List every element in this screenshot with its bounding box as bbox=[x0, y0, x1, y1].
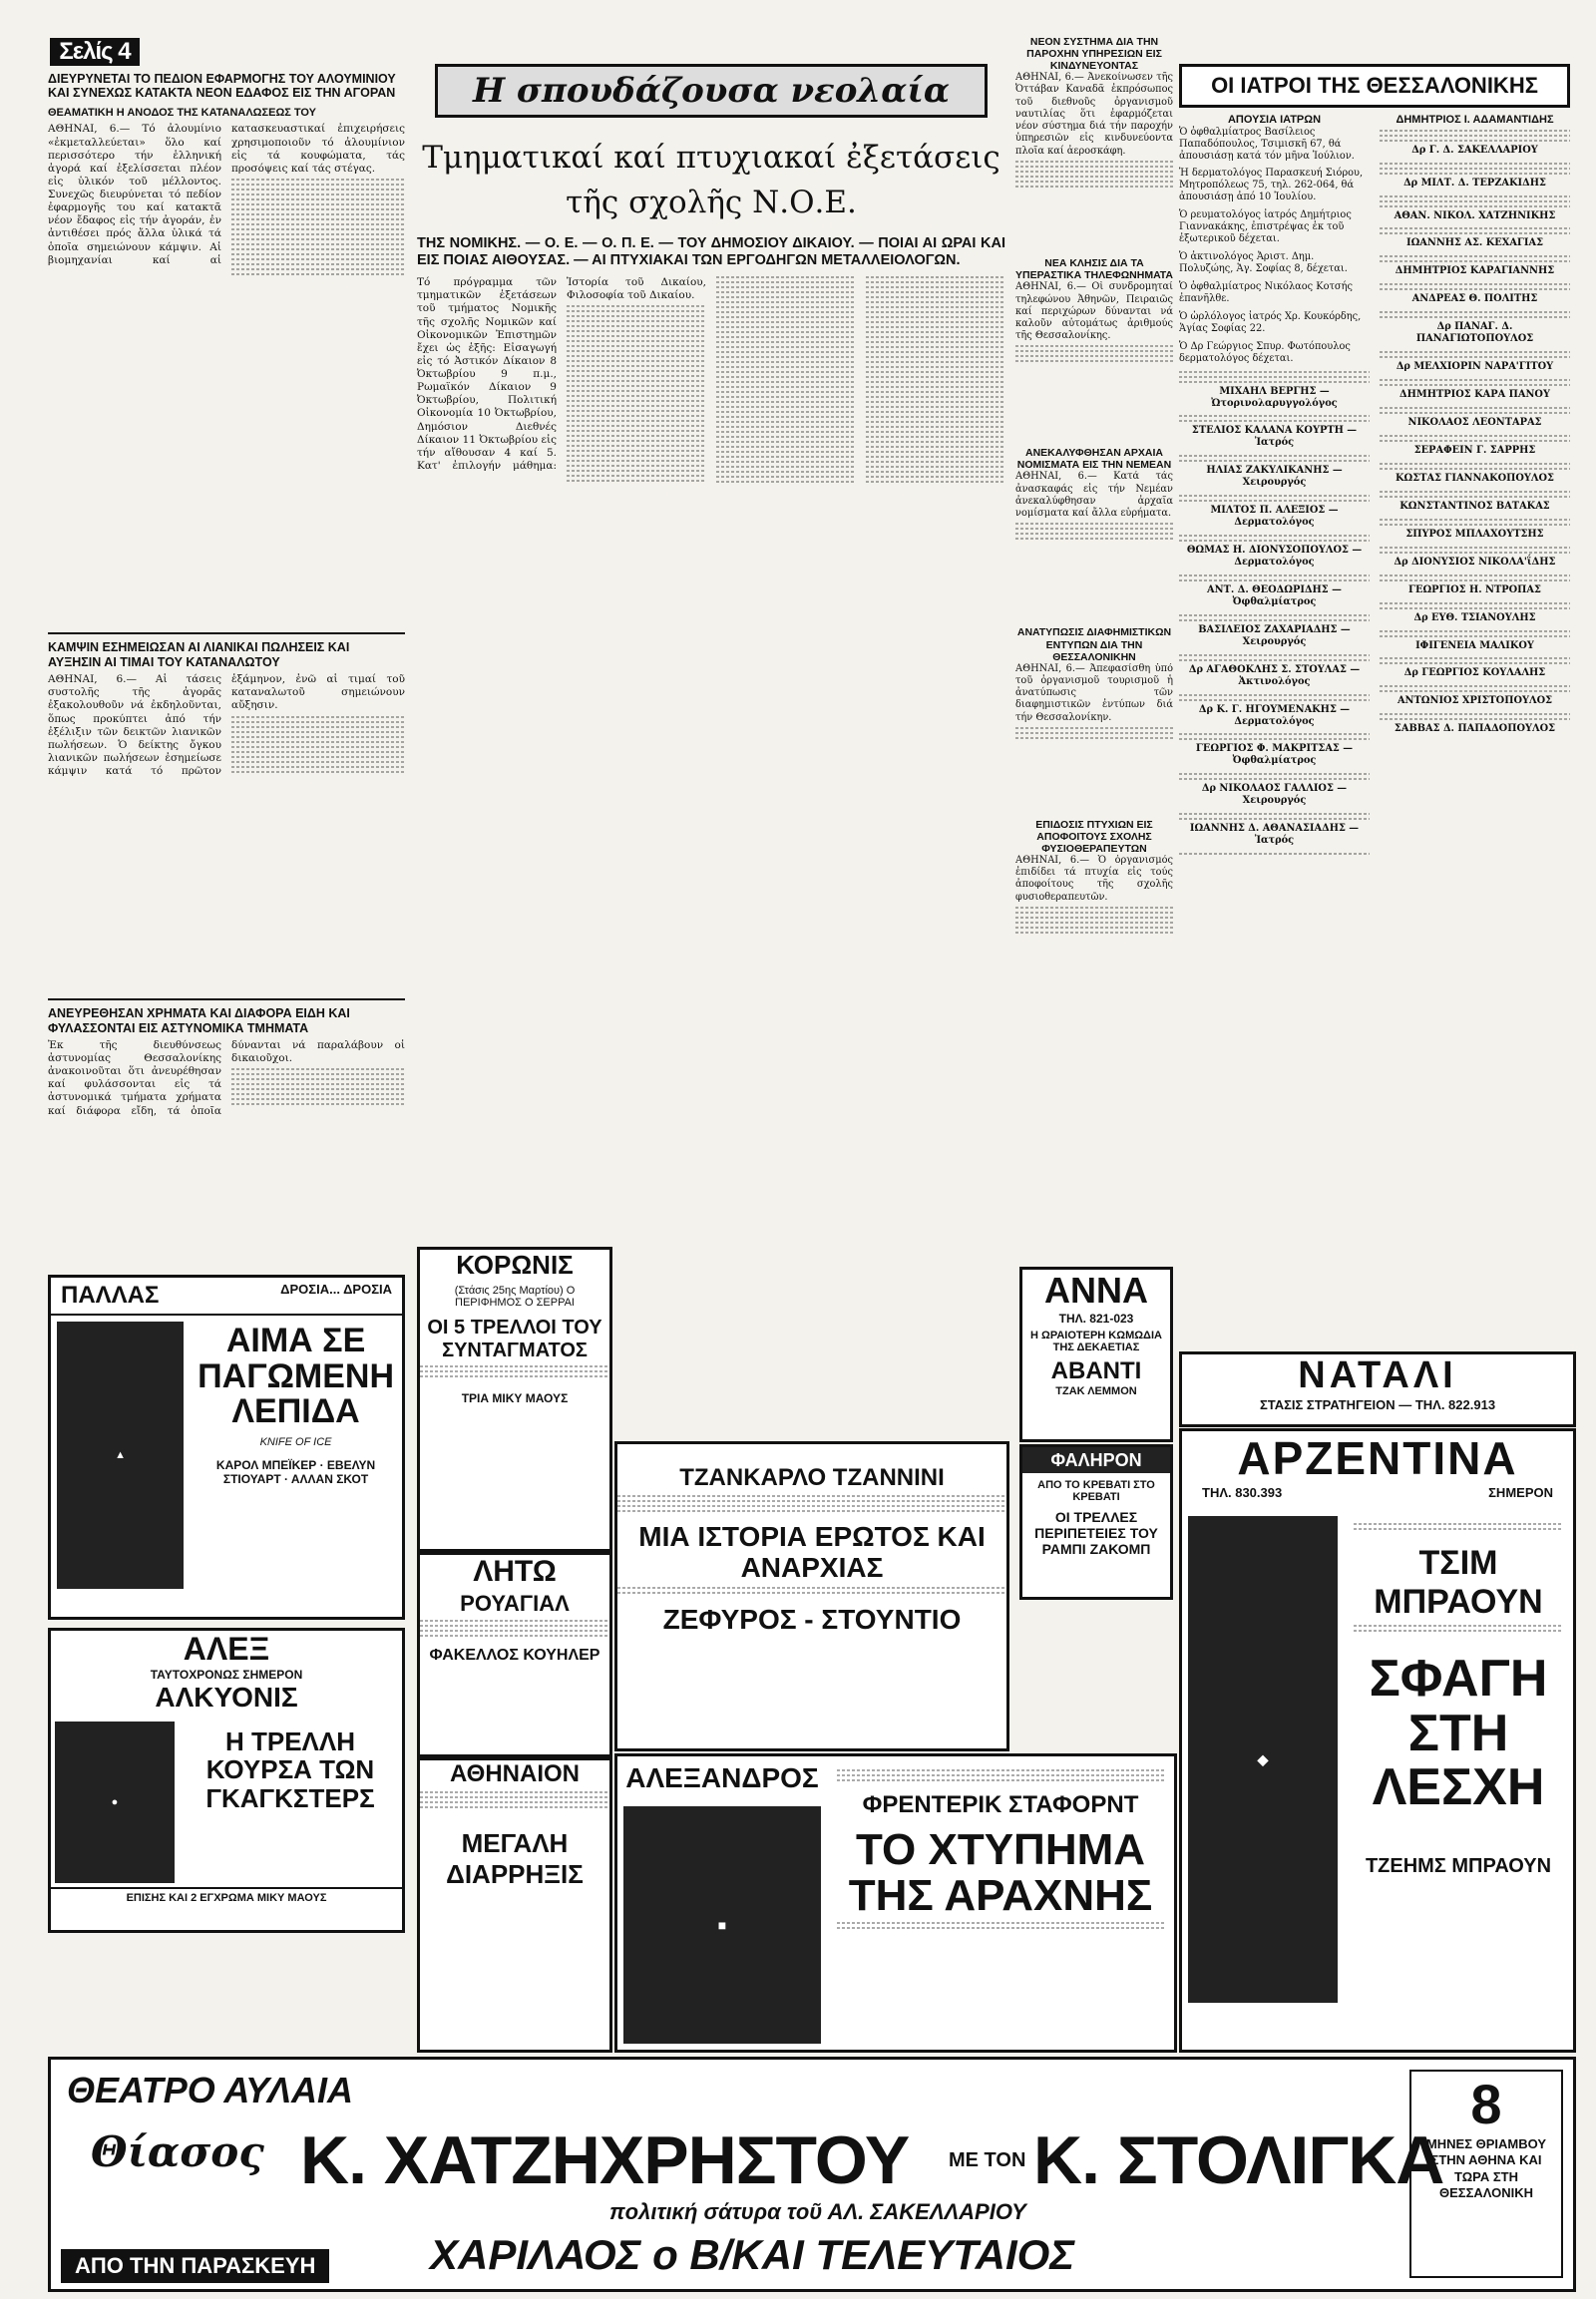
doctor-name: Δρ Γ. Δ. ΣΑΚΕΛΛΑΡΙΟΥ bbox=[1411, 144, 1538, 156]
ad-theatre-months-box bbox=[1409, 2070, 1563, 2278]
ad-alexandros-photo: ■ bbox=[623, 1806, 821, 2044]
ad-natali bbox=[1179, 1351, 1576, 1427]
ad-pallas-title: ΑΙΜΑ ΣΕ ΠΑΓΩΜΕΝΗ ΛΕΠΙΔΑ bbox=[198, 1321, 395, 1431]
ad-athinaion-name: ΑΘΗΝΑΙΟΝ bbox=[449, 1760, 581, 1787]
headline-phone: ΝΕΑ ΚΛΗΣΙΣ ΔΙΑ ΤΑ ΥΠΕΡΑΣΤΙΚΑ ΤΗΛΕΦΩΝΗΜΑΤΑ bbox=[1015, 257, 1173, 282]
doctor-entry: Ὁ Δρ Γεώργιος Σπυρ. Φωτόπουλος δερματολόγος δέχεται. bbox=[1179, 340, 1351, 364]
doctor-name: Δρ ΜΙΛΤ. Δ. ΤΕΡΖΑΚΙΔΗΣ bbox=[1403, 177, 1546, 189]
headline-rescue: ΝΕΟΝ ΣΥΣΤΗΜΑ ΔΙΑ ΤΗΝ ΠΑΡΟΧΗΝ ΥΠΗΡΕΣΙΩΝ ΕΙΣ ΚΙΝΔΥΝΕΥΟΝΤΑΣ bbox=[1026, 36, 1162, 73]
ad-pallas-tag: ΔΡΟΣΙΑ... ΔΡΟΣΙΑ bbox=[280, 1281, 392, 1297]
headline-found-items: ΑΝΕΥΡΕΘΗΣΑΝ ΧΡΗΜΑΤΑ ΚΑΙ ΔΙΑΦΟΡΑ ΕΙΔΗ ΚΑΙ ΦΥΛΑΣΣΟΝΤΑΙ ΕΙΣ ΑΣΤΥΝΟΜΙΚΑ ΤΜΗΜΑΤΑ bbox=[48, 1006, 350, 1035]
ad-alex-title: Η ΤΡΕΛΛΗ ΚΟΥΡΣΑ ΤΩΝ ΓΚΑΓΚΣΤΕΡΣ bbox=[205, 1725, 375, 1814]
ad-theatre-months: 8 bbox=[1470, 2073, 1502, 2135]
article-body: ΑΘΗΝΑΙ, 6.— Ὁ ὀργανισμός ἐπιδίδει τά πτυχία εἰς τούς ἀποφοίτους τῆς σχολῆς φυσιοθεραπευτῶν. bbox=[1015, 854, 1173, 903]
article-body: Τό πρόγραμμα τῶν τμηματικῶν ἐξετάσεων τοῦ τμήματος Νομικῆς τῆς σχολῆς Νομικῶν καί Οἰκονομικῶν Ἐπιστημῶν ἔχει ὡς ἑξῆς: Εἰσαγωγή εἰς τό Ἀστικόν Δίκαιον 8 Ὀκτωβρίου 9 π.μ., Ρωμαϊκόν Δίκαιον 9 Ὀκτωβρίου, Πολιτική Οἰκονομία 10 Ὀκτωβρίου, Δημόσιον Διεθνές Δίκαιον 11 Ὀκτωβρίου εἰς τήν αἴθουσαν 4 καί 5. Κατ' ἐπιλογήν μάθημα: Ἱστορία τοῦ Δικαίου, Φιλοσοφία τοῦ Δικαίου. bbox=[417, 276, 706, 472]
article-body: ΑΘΗΝΑΙ, 6.— Οἱ συνδρομηταί τηλεφώνου Ἀθηνῶν, Πειραιῶς καί περιχώρων δύνανται νά καλοῦν αὐτομάτως ἀριθμούς τῆς Θεσσαλονίκης. bbox=[1015, 281, 1173, 342]
doctor-name: Δρ ΑΓΑΘΟΚΛΗΣ Σ. ΣΤΟΥΛΑΣ — Ἀκτινολόγος bbox=[1188, 663, 1361, 687]
headline-aluminium: ΔΙΕΥΡΥΝΕΤΑΙ ΤΟ ΠΕΔΙΟΝ ΕΦΑΡΜΟΓΗΣ ΤΟΥ ΑΛΟΥΜΙΝΙΟΥ ΚΑΙ ΣΥΝΕΧΩΣ ΚΑΤΑΚΤΑ ΝΕΟΝ ΕΔΑΦΟΣ ΕΙΣ ΤΗΝ ΑΓΟΡΑΝ bbox=[48, 72, 396, 101]
ad-tzannini bbox=[614, 1441, 1009, 1751]
doctor-name: Δρ ΠΑΝΑΓ. Δ. ΠΑΝΑΓΙΩΤΟΠΟΥΛΟΣ bbox=[1415, 321, 1534, 345]
doctor-name: Δρ ΓΕΩΡΓΙΟΣ ΚΟΥΛΑΛΗΣ bbox=[1403, 667, 1546, 679]
headline-brochures: ΑΝΑΤΥΠΩΣΙΣ ΔΙΑΦΗΜΙΣΤΙΚΩΝ ΕΝΤΥΠΩΝ ΔΙΑ ΤΗΝ ΘΕΣΣΑΛΟΝΙΚΗΝ bbox=[1016, 626, 1172, 663]
ad-tzannini-cinema: ΖΕΦΥΡΟΣ - ΣΤΟΥΝΤΙΟ bbox=[662, 1603, 962, 1635]
column-2 bbox=[417, 64, 1005, 1241]
ad-argentina bbox=[1179, 1428, 1576, 2053]
ad-koronis bbox=[417, 1247, 612, 1552]
doctor-name: ΗΛΙΑΣ ΖΑΚΥΛΙΚΑΝΗΣ — Χειρουργός bbox=[1206, 465, 1343, 489]
doctor-name: ΣΑΒΒΑΣ Δ. ΠΑΠΑΔΟΠΟΥΛΟΣ bbox=[1394, 723, 1556, 735]
doctor-name: ΑΝΔΡΕΑΣ Θ. ΠΟΛΙΤΗΣ bbox=[1411, 293, 1538, 305]
ad-theatre-star1: Κ. ΧΑΤΖΗΧΡΗΣΤΟΥ bbox=[300, 2122, 910, 2198]
doctor-name: Δρ ΔΙΟΝΥΣΙΟΣ ΝΙΚΟΛΑ'ΐΔΗΣ bbox=[1394, 556, 1556, 568]
ad-alex-sub: ΤΑΥΤΟΧΡΟΝΩΣ ΣΗΜΕΡΟΝ bbox=[150, 1667, 303, 1682]
headline-coins: ΑΝΕΚΑΛΥΦΘΗΣΑΝ ΑΡΧΑΙΑ ΝΟΜΙΣΜΑΤΑ ΕΙΣ ΤΗΝ ΝΕΜΕΑΝ bbox=[1016, 447, 1172, 472]
ad-faliron bbox=[1019, 1444, 1173, 1600]
ad-alex bbox=[48, 1628, 405, 1933]
ad-alex-photo: ● bbox=[55, 1722, 175, 1883]
doctor-name: ΣΠΥΡΟΣ ΜΠΛΑΧΟΥΤΣΗΣ bbox=[1405, 528, 1544, 540]
ad-faliron-name: ΦΑΛΗΡΟΝ bbox=[1022, 1447, 1170, 1473]
ad-faliron-tag: ΑΠΟ ΤΟ ΚΡΕΒΑΤΙ ΣΤΟ ΚΡΕΒΑΤΙ bbox=[1037, 1479, 1155, 1503]
ad-alexandros bbox=[614, 1753, 1177, 2053]
column-4 bbox=[1179, 64, 1570, 1350]
ad-alex-foot: ΕΠΙΣΗΣ ΚΑΙ 2 ΕΓΧΡΩΜΑ ΜΙΚΥ ΜΑΟΥΣ bbox=[51, 1887, 402, 1904]
ad-tzannini-star: ΤΖΑΝΚΑΡΛΟ ΤΖΑΝΝΙΝΙ bbox=[679, 1464, 945, 1491]
doctors-left-head: ΑΠΟΥΣΙΑ ΙΑΤΡΩΝ bbox=[1227, 114, 1322, 126]
doctor-name: ΙΩΑΝΝΗΣ ΑΣ. ΚΕΧΑΓΙΑΣ bbox=[1405, 237, 1543, 249]
ad-alkyonis-name: ΑΛΚΥΟΝΙΣ bbox=[155, 1681, 298, 1713]
ad-argentina-foot: ΤΖΕΗΜΣ ΜΠΡΑΟΥΝ bbox=[1365, 1854, 1552, 1877]
ad-argentina-star: ΤΣΙΜ ΜΠΡΑΟΥΝ bbox=[1374, 1544, 1543, 1621]
doctor-name: ΣΕΡΑΦΕΙΝ Γ. ΣΑΡΡΗΣ bbox=[1413, 444, 1536, 456]
doctor-entry: Ὁ ὀφθαλμίατρος Νικόλαος Κοτσής ἐπανῆλθε. bbox=[1179, 280, 1353, 304]
ad-anna-cast: ΤΖΑΚ ΛΕΜΜΟΝ bbox=[1055, 1385, 1137, 1397]
doctor-name: ΔΗΜΗΤΡΙΟΣ ΚΑΡΑ ΠΑΝΟΥ bbox=[1399, 389, 1550, 401]
ad-argentina-name: ΑΡΖΕΝΤΙΝΑ bbox=[1237, 1432, 1518, 1484]
banner-student bbox=[435, 64, 988, 118]
doctor-name: ΝΙΚΟΛΑΟΣ ΛΕΟΝΤΑΡΑΣ bbox=[1407, 417, 1542, 429]
ad-alexandros-star: ΦΡΕΝΤΕΡΙΚ ΣΤΑΦΟΡΝΤ bbox=[862, 1791, 1139, 1818]
doctor-name: ΚΩΝΣΤΑΝΤΙΝΟΣ ΒΑΤΑΚΑΣ bbox=[1399, 500, 1550, 512]
ad-theatre-thiasos: Θίασος bbox=[91, 2127, 264, 2176]
ad-lito-film: ΦΑΚΕΛΛΟΣ ΚΟΥΗΛΕΡ bbox=[429, 1647, 600, 1664]
ad-athinaion-title: ΜΕΓΑΛΗ ΔΙΑΡΡΗΞΙΣ bbox=[446, 1828, 584, 1889]
doctor-name: ΒΑΣΙΛΕΙΟΣ ΖΑΧΑΡΙΑΔΗΣ — Χειρουργός bbox=[1198, 623, 1351, 647]
article-coins bbox=[1015, 471, 1173, 620]
doctors-left bbox=[1179, 114, 1370, 858]
ad-theatre-play: ΧΑΡΙΛΑΟΣ ο Β/ΚΑΙ ΤΕΛΕΥΤΑΙΟΣ bbox=[430, 2231, 1075, 2278]
ad-pallas-sub: KNIFE OF ICE bbox=[259, 1435, 332, 1448]
ad-athinaion bbox=[417, 1757, 612, 2053]
ad-theatre-satire: πολιτική σάτυρα τοῦ ΑΛ. ΣΑΚΕΛΛΑΡΙΟΥ bbox=[609, 2199, 1026, 2224]
ad-anna bbox=[1019, 1267, 1173, 1442]
doctor-name: ΓΕΩΡΓΙΟΣ Η. ΝΤΡΟΠΑΣ bbox=[1408, 583, 1541, 595]
ad-anna-film: ΑΒΑΝΤΙ bbox=[1050, 1357, 1142, 1384]
masthead-logo: Σελίς 4 bbox=[50, 38, 140, 66]
exam-title: Τμηματικαί καί πτυχιακαί ἐξετάσεις τῆς σχολῆς Ν.Ο.Ε. bbox=[422, 140, 1000, 220]
doctor-name: ΑΘΑΝ. ΝΙΚΟΛ. ΧΑΤΖΗΝΙΚΗΣ bbox=[1394, 209, 1556, 221]
article-diplomas bbox=[1015, 855, 1173, 1134]
doctor-name: Δρ ΕΥΘ. ΤΣΙΑΝΟΥΛΗΣ bbox=[1413, 611, 1536, 623]
banner-text: Η σπουδάζουσα νεολαία bbox=[472, 71, 951, 111]
doctors-right bbox=[1380, 114, 1570, 858]
ad-theatre-from: ΑΠΟ ΤΗΝ ΠΑΡΑΣΚΕΥΗ bbox=[61, 2249, 329, 2283]
ad-theatre-name: ΘΕΑΤΡΟ ΑΥΛΑΙΑ bbox=[67, 2070, 353, 2110]
ad-lito bbox=[417, 1552, 612, 1757]
article-brochures bbox=[1015, 663, 1173, 813]
exam-article bbox=[417, 276, 1005, 1164]
ad-lito-title: ΡΟΥΑΓΙΑΛ bbox=[460, 1591, 570, 1616]
doctor-name: Δρ ΝΙΚΟΛΑΟΣ ΓΑΛΛΙΟΣ — Χειρουργός bbox=[1201, 783, 1348, 807]
article-aluminium bbox=[48, 123, 405, 626]
column-3 bbox=[1015, 36, 1173, 1273]
ad-pallas-cast: ΚΑΡΟΛ ΜΠΕΪΚΕΡ · ΕΒΕΛΥΝ ΣΤΙΟΥΑΡΤ · ΑΛΛΑΝ ΣΚΟΤ bbox=[215, 1457, 376, 1486]
article-body: ΑΘΗΝΑΙ, 6.— Τό ἀλουμίνιο «ἐκμεταλλεύεται» ὅλο καί περισσότερο τήν ἑλληνική ἀγορά καί ἐξελίσσεται πλέον εἰς ὑλικόν τοῦ μέλλοντος. Συνεχῶς διευρύνεται τό πεδίον ἐφαρμογῆς του καί κατακτᾶ νέον ἔδαφος εἰς τήν ἀγοράν, ἐν ἀντιθέσει πρός ἄλλα ὑλικά τά ὁποῖα σημειώνουν κάμψιν. Αἱ βιομηχανίαι καί αἱ κατασκευαστικαί ἐπιχειρήσεις χρησιμοποιοῦν τό ἀλουμίνιον εἰς τά κουφώματα, τάς προσόψεις καί τάς στέγας. bbox=[48, 123, 405, 266]
doctors-title: ΟΙ ΙΑΤΡΟΙ ΤΗΣ ΘΕΣΣΑΛΟΝΙΚΗΣ bbox=[1211, 73, 1538, 98]
doctor-name: ΜΙΧΑΗΛ ΒΕΡΓΗΣ — Ὠτορινολαρυγγολόγος bbox=[1211, 385, 1338, 409]
doctor-name: ΘΩΜΑΣ Η. ΔΙΟΝΥΣΟΠΟΥΛΟΣ — Δερματολόγος bbox=[1186, 545, 1363, 569]
headline-diplomas: ΕΠΙΔΟΣΙΣ ΠΤΥΧΙΩΝ ΕΙΣ ΑΠΟΦΟΙΤΟΥΣ ΣΧΟΛΗΣ ΦΥΣΙΟΘΕΡΑΠΕΥΤΩΝ bbox=[1035, 818, 1153, 855]
article-phone bbox=[1015, 281, 1173, 441]
ad-argentina-title: ΣΦΑΓΗ ΣΤΗ ΛΕΣΧΗ bbox=[1369, 1650, 1548, 1817]
doctor-name: ΙΦΙΓΕΝΕΙΑ ΜΑΛΙΚΟΥ bbox=[1415, 639, 1534, 651]
ad-theatre-with: ΜΕ ΤΟΝ bbox=[949, 2149, 1026, 2171]
ad-pallas-photo: ▲ bbox=[57, 1322, 184, 1589]
ad-theatre-avlaia bbox=[48, 2057, 1576, 2292]
ad-pallas bbox=[48, 1275, 405, 1620]
doctor-name: ΜΙΛΤΟΣ Π. ΑΛΕΞΙΟΣ — Δερματολόγος bbox=[1210, 505, 1339, 529]
doctor-entry: Ὁ ὀφθαλμίατρος Βασίλειος Παπαδόπουλος, Τσιμισκῆ 67, θά ἀπουσιάσῃ κατά τόν μῆνα Ἰούλιον. bbox=[1179, 126, 1355, 162]
ad-alexandros-name: ΑΛΕΞΑΝΔΡΟΣ bbox=[625, 1762, 819, 1793]
article-found-items bbox=[48, 1039, 405, 1269]
doctor-entry: Ὁ ρευματολόγος ἰατρός Δημήτριος Γιαννακάκης, ἐπιστρέψας ἐκ τοῦ ἐξωτερικοῦ δέχεται. bbox=[1179, 209, 1352, 245]
article-body: ΑΘΗΝΑΙ, 6.— Κατά τάς ἀνασκαφάς εἰς τήν Νεμέαν ἀνεκαλύφθησαν ἀρχαῖα νομίσματα καί ἄλλα εὑρήματα. bbox=[1015, 471, 1173, 520]
ad-alex-name: ΑΛΕΞ bbox=[183, 1630, 270, 1667]
column-1 bbox=[48, 72, 405, 2047]
ad-koronis-foot: ΤΡΙΑ ΜΙΚΥ ΜΑΟΥΣ bbox=[461, 1391, 569, 1405]
ad-anna-name: ΑΝΝΑ bbox=[1044, 1270, 1148, 1311]
ad-argentina-photo: ◆ bbox=[1188, 1516, 1338, 2003]
ad-koronis-name: ΚΟΡΩΝΙΣ bbox=[456, 1250, 574, 1280]
article-body: ΑΘΗΝΑΙ, 6.— Ἀπεφασίσθη ὑπό τοῦ ὀργανισμοῦ τουρισμοῦ ἡ ἀνατύπωσις τῶν διαφημιστικῶν ἐντύπων διά τήν Θεσσαλονίκην. bbox=[1015, 662, 1173, 723]
ad-argentina-tel: ΤΗΛ. 830.393 bbox=[1202, 1485, 1283, 1500]
article-rescue bbox=[1015, 72, 1173, 251]
article-body: ΑΘΗΝΑΙ, 6.— Ἀνεκοίνωσεν τῆς Ὀττάβαν Καναδᾶ ἐκπρόσωπος τοῦ διεθνοῦς ὀργανισμοῦ ναυτιλίας ὅτι ἐφαρμόζεται νέον σύστημα διά τήν παροχήν ὑπηρεσιῶν εἰς κινδυνεύοντα πλοῖα καί ἀεροσκάφη. bbox=[1015, 72, 1173, 157]
ad-anna-tag: Η ΩΡΑΙΟΤΕΡΗ ΚΩΜΩΔΙΑ ΤΗΣ ΔΕΚΑΕΤΙΑΣ bbox=[1030, 1330, 1162, 1353]
ad-koronis-sub: (Στάσις 25ης Μαρτίου) Ο ΠΕΡΙΦΗΜΟΣ Ο ΣΕΡΡΑΙ bbox=[454, 1285, 576, 1309]
article-retail bbox=[48, 673, 405, 992]
ad-argentina-today: ΣΗΜΕΡΟΝ bbox=[1488, 1485, 1553, 1500]
exam-subtitle: ΤΗΣ ΝΟΜΙΚΗΣ. — Ο. Ε. — Ο. Π. Ε. — ΤΟΥ ΔΗΜΟΣΙΟΥ ΔΙΚΑΙΟΥ. — ΠΟΙΑΙ ΑΙ ΩΡΑΙ ΚΑΙ ΕΙΣ ΠΟΙΑΣ ΑΙΘΟΥΣΑΣ. — ΑΙ ΠΤΥΧΙΑΚΑΙ ΤΩΝ ΕΡΓΟΔΗΓΩΝ ΜΕΤΑΛΛΕΙΟΛΟΓΩΝ. bbox=[417, 234, 1005, 268]
doctors-right-head: ΔΗΜΗΤΡΙΟΣ Ι. ΑΔΑΜΑΝΤΙΔΗΣ bbox=[1396, 114, 1554, 126]
doctor-name: ΑΝΤ. Δ. ΘΕΟΔΩΡΙΔΗΣ — Ὀφθαλμίατρος bbox=[1207, 583, 1342, 607]
doctor-entry: Ὁ ἀκτινολόγος Ἀριστ. Δημ. Πολυζώης, Ἁγ. Σοφίας 8, δέχεται. bbox=[1179, 251, 1348, 275]
article-body: ΑΘΗΝΑΙ, 6.— Αἱ τάσεις συστολῆς τῆς ἀγορᾶς ἐξακολουθοῦν νά ἐκδηλοῦνται, ὅπως προκύπτει ἀπό τήν ἐξέλιξιν τῶν δεικτῶν λιανικῶν πωλήσεων. Ὁ δείκτης ὄγκου λιανικῶν πωλήσεων ἐσημείωσε κάμψιν κατά τό πρῶτον ἑξάμηνον, ἐνῶ αἱ τιμαί τοῦ καταναλωτοῦ σημειώνουν αὔξησιν. bbox=[48, 673, 405, 778]
doctor-name: Δρ Κ. Γ. ΗΓΟΥΜΕΝΑΚΗΣ — Δερματολόγος bbox=[1198, 703, 1351, 727]
doctor-name: Δρ ΜΕΛΧΙΟΡΙΝ ΝΑΡΑ'ΓΙΤΟΥ bbox=[1396, 361, 1554, 373]
ad-pallas-name: ΠΑΛΛΑΣ bbox=[61, 1281, 160, 1309]
ad-theatre-star2: Κ. ΣΤΟΛΙΓΚΑ bbox=[1033, 2122, 1444, 2198]
ad-koronis-title: ΟΙ 5 ΤΡΕΛΛΟΙ ΤΟΥ ΣΥΝΤΑΓΜΑΤΟΣ bbox=[427, 1317, 602, 1361]
ad-alexandros-title: ΤΟ ΧΤΥΠΗΜΑ ΤΗΣ ΑΡΑΧΝΗΣ bbox=[848, 1825, 1153, 1921]
doctor-entry: Ὁ ὠρλόλογος ἰατρός Χρ. Κουκόρδης, Ἁγίας Σοφίας 22. bbox=[1179, 310, 1362, 334]
ad-theatre-months-text: ΜΗΝΕΣ ΘΡΙΑΜΒΟΥ ΣΤΗΝ ΑΘΗΝΑ ΚΑΙ ΤΩΡΑ ΣΤΗ ΘΕΣΣΑΛΟΝΙΚΗ bbox=[1425, 2136, 1547, 2200]
ad-anna-tel: ΤΗΛ. 821-023 bbox=[1058, 1312, 1134, 1326]
ad-natali-name: ΝΑΤΑΛΙ bbox=[1298, 1354, 1457, 1396]
doctor-name: ΑΝΤΩΝΙΟΣ ΧΡΙΣΤΟΠΟΥΛΟΣ bbox=[1396, 695, 1553, 707]
doctor-name: ΣΤΕΛΙΟΣ ΚΑΛΑΝΑ ΚΟΥΡΤΗ — Ἰατρός bbox=[1191, 425, 1358, 449]
doctor-name: ΔΗΜΗΤΡΙΟΣ ΚΑΡΑΓΙΑΝΝΗΣ bbox=[1395, 265, 1555, 277]
ad-lito-name: ΛΗΤΩ bbox=[473, 1555, 557, 1588]
doctor-name: ΓΕΩΡΓΙΟΣ Φ. ΜΑΚΡΙΤΣΑΣ — Ὀφθαλμίατρος bbox=[1195, 743, 1354, 767]
ad-tzannini-title: ΜΙΑ ΙΣΤΟΡΙΑ ΕΡΩΤΟΣ ΚΑΙ ΑΝΑΡΧΙΑΣ bbox=[638, 1521, 986, 1583]
doctor-entry: Ἡ δερματολόγος Παρασκευή Σιόρου, Μητροπόλεως 75, τηλ. 262-064, θά ἀπουσιάσῃ ἀπό 10 Ἰουλίου. bbox=[1179, 168, 1364, 203]
doctor-name: ΚΩΣΤΑΣ ΓΙΑΝΝΑΚΟΠΟΥΛΟΣ bbox=[1396, 472, 1554, 484]
ad-faliron-film: ΟΙ ΤΡΕΛΛΕΣ ΠΕΡΙΠΕΤΕΙΕΣ ΤΟΥ ΡΑΜΠΙ ΖΑΚΟΜΠ bbox=[1034, 1509, 1158, 1557]
ad-natali-sub: ΣΤΑΣΙΣ ΣΤΡΑΤΗΓΕΙΟΝ — ΤΗΛ. 822.913 bbox=[1259, 1397, 1496, 1412]
headline-retail: ΚΑΜΨΙΝ ΕΣΗΜΕΙΩΣΑΝ ΑΙ ΛΙΑΝΙΚΑΙ ΠΩΛΗΣΕΙΣ ΚΑΙ ΑΥΞΗΣΙΝ ΑΙ ΤΙΜΑΙ ΤΟΥ ΚΑΤΑΝΑΛΩΤΟΥ bbox=[48, 640, 350, 669]
doctors-title-box bbox=[1179, 64, 1570, 108]
article-body: Ἐκ τῆς διευθύνσεως ἀστυνομίας Θεσσαλονίκης ἀνακοινοῦται ὅτι ἀνευρέθησαν καί φυλάσσονται εἰς τά ἀστυνομικά τμήματα χρήματα καί διάφορα εἴδη, τά ὁποῖα δύνανται νά παραλάβουν οἱ δικαιοῦχοι. bbox=[48, 1038, 405, 1117]
subhead-aluminium: ΘΕΑΜΑΤΙΚΗ Η ΑΝΟΔΟΣ ΤΗΣ ΚΑΤΑΝΑΛΩΣΕΩΣ ΤΟΥ bbox=[48, 106, 317, 119]
doctor-name: ΙΩΑΝΝΗΣ Δ. ΑΘΑΝΑΣΙΑΔΗΣ — Ἰατρός bbox=[1189, 823, 1360, 847]
